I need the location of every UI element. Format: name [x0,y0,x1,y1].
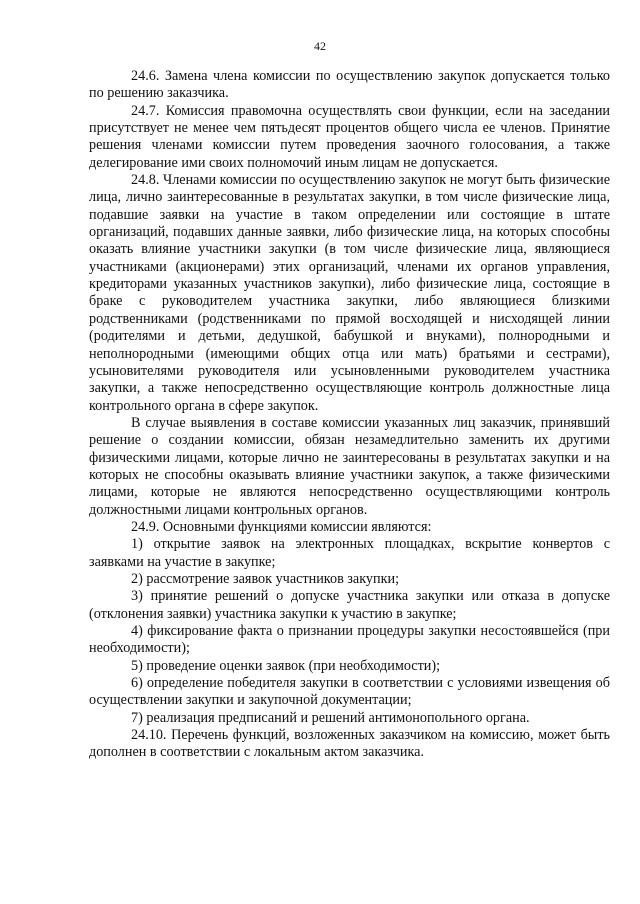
list-item-function-3: 3) принятие решений о допуске участника закупки или отказа в допуске (отклонения заявки) участника закупки к участию в закупке; [89,588,610,622]
list-item-function-1: 1) открытие заявок на электронных площадках, вскрытие конвертов с заявками на участие в закупке; [89,536,610,570]
list-item-function-4: 4) фиксирование факта о признании процедуры закупки несостоявшейся (при необходимости); [89,623,610,657]
document-body [89,68,610,762]
list-item-function-2: 2) рассмотрение заявок участников закупки; [131,570,400,587]
page-number: 42 [314,39,326,53]
list-item-function-6: 6) определение победителя закупки в соответствии с условиями извещения об осуществлении закупки и закупочной документации; [89,675,610,709]
paragraph-24-8-replacement: В случае выявления в составе комиссии указанных лиц заказчик, принявший решение о создании комиссии, обязан незамедлительно заменить их другими физическими лицами, которые лично не заинтересованы в результатах закупки и на которых не способны оказывать влияние участники закупок, а также физическими лицами, которые не являются непосредственно осуществляющими контроль должностными лицами контрольных органов. [89,414,610,518]
paragraph-24-7: 24.7. Комиссия правомочна осуществлять свои функции, если на заседании присутствует не менее чем пятьдесят процентов общего числа ее членов. Принятие решения членами комиссии путем проведения заочного голосования, а также делегирование ими своих полномочий иным лицам не допускается. [89,102,610,171]
list-item-function-7: 7) реализация предписаний и решений антимонопольного органа. [131,709,530,726]
paragraph-24-10: 24.10. Перечень функций, возложенных заказчиком на комиссию, может быть дополнен в соответствии с локальным актом заказчика. [89,727,610,761]
paragraph-24-9: 24.9. Основными функциями комиссии являются: [131,518,432,535]
paragraph-24-8: 24.8. Членами комиссии по осуществлению закупок не могут быть физические лица, лично заинтересованные в результатах закупки, в том числе физические лица, подавшие заявки на участие в таком определении или состоящие в штате организаций, подавших данные заявки, либо физические лица, на которых способны оказать влияние участники закупки (в том числе физические лица, являющиеся участниками (акционерами) этих организаций, членами их органов управления, кредиторами указанных участников закупки), либо физические лица, состоящие в браке с руководителем участника закупки, либо являющиеся близкими родственниками (родственниками по прямой восходящей и нисходящей линии (родителями и детьми, дедушкой, бабушкой и внуками), полнородными и неполнородными (имеющими общих отца или мать) братьями и сестрами), усыновителями руководителя или усыновленными руководителем участника закупки, а также непосредственно осуществляющие контроль должностные лица контрольного органа в сфере закупок. [89,172,610,414]
list-item-function-5: 5) проведение оценки заявок (при необходимости); [131,657,441,674]
paragraph-24-6: 24.6. Замена члена комиссии по осуществлению закупок допускается только по решению заказчика. [89,68,610,102]
